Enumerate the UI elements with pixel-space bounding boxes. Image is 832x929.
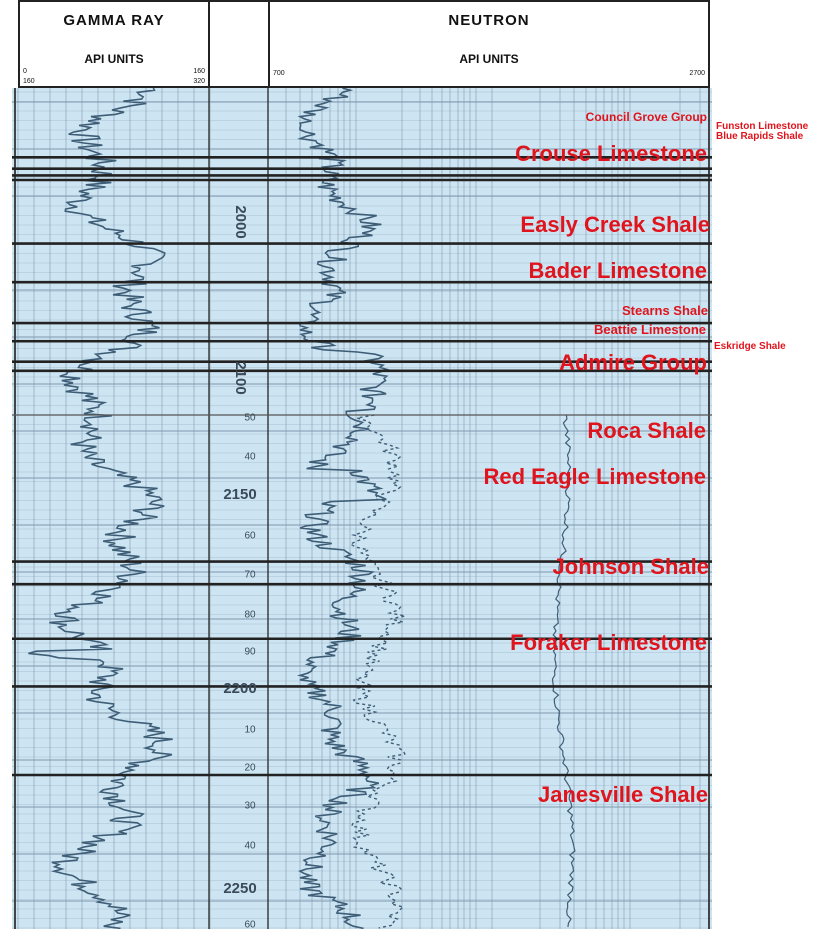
depth-label: 2200 [223, 679, 257, 697]
label-bader-limestone: Bader Limestone [528, 258, 707, 283]
depth-header [208, 0, 270, 88]
label-foraker-limestone: Foraker Limestone [510, 630, 707, 655]
depth-tick-label: 20 [244, 762, 256, 774]
label-roca-shale: Roca Shale [587, 418, 706, 443]
depth-tick-label: 10 [244, 724, 256, 736]
label-admire-group: Admire Group [559, 350, 707, 375]
neutron-scale-right: 2700 [689, 70, 705, 77]
neutron-header [268, 0, 710, 88]
depth-label: 2150 [223, 485, 257, 503]
depth-tick-label: 80 [244, 609, 256, 621]
label-red-eagle-limestone: Red Eagle Limestone [483, 464, 706, 489]
depth-tick-label: 60 [244, 530, 256, 542]
depth-tick-label: 90 [244, 646, 256, 658]
label-easly-creek-shale: Easly Creek Shale [520, 212, 710, 237]
gamma-scale-top-left: 0 [23, 68, 27, 75]
neutron-scale-left: 700 [273, 70, 285, 77]
neutron-title: NEUTRON [448, 12, 530, 29]
depth-label: 2250 [223, 879, 257, 897]
depth-tick-label: 60 [244, 919, 256, 929]
gamma-scale-bot-right: 320 [193, 78, 205, 85]
label-crouse-limestone: Crouse Limestone [515, 141, 707, 166]
neutron-units: API UNITS [459, 52, 519, 66]
label-funston-limestone: Funston Limestone [716, 121, 809, 132]
label-janesville-shale: Janesville Shale [538, 782, 708, 807]
label-johnson-shale: Johnson Shale [552, 554, 709, 579]
depth-tick-label: 40 [244, 451, 256, 463]
depth-tick-label: 50 [244, 412, 256, 424]
label-council-grove-group: Council Grove Group [585, 110, 707, 124]
gamma-ray-header [18, 0, 210, 88]
gamma-scale-bot-left: 160 [23, 78, 35, 85]
label-stearns-shale: Stearns Shale [622, 303, 708, 318]
gamma-scale-top-right: 160 [193, 68, 205, 75]
gamma-ray-units: API UNITS [84, 52, 144, 66]
label-eskridge-shale: Eskridge Shale [714, 341, 786, 352]
label-blue-rapids-shale: Blue Rapids Shale [716, 131, 804, 142]
depth-tick-label: 30 [244, 800, 256, 812]
gamma-ray-title: GAMMA RAY [63, 12, 165, 29]
depth-label: 2100 [232, 361, 250, 395]
depth-label: 2000 [232, 205, 250, 239]
depth-tick-label: 40 [244, 840, 256, 852]
depth-tick-label: 70 [244, 569, 256, 581]
label-beattie-limestone: Beattie Limestone [594, 322, 706, 337]
